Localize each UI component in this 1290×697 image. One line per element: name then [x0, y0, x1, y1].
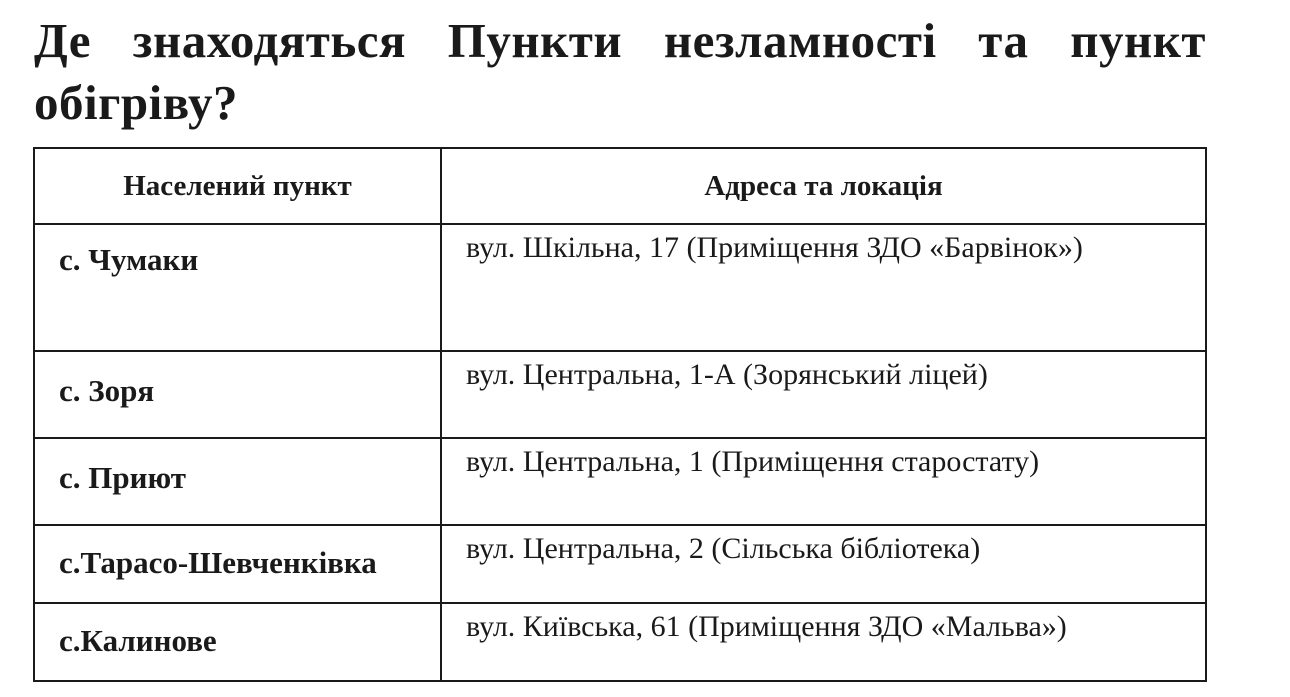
settlement-name: с.Тарасо-Шевченківка [59, 545, 377, 580]
settlement-name: с.Калинове [59, 623, 217, 658]
settlement-cell [34, 525, 441, 603]
settlement-cell [34, 438, 441, 525]
table-header-row [34, 148, 1206, 224]
address-text: вул. Київська, 61 (Приміщення ЗДО «Мальва») [466, 610, 1067, 643]
address-cell [441, 351, 1206, 438]
resilience-points-table [33, 147, 1207, 682]
table-row [34, 603, 1206, 681]
settlement-name: с. Приют [59, 460, 186, 495]
page-title: Де знаходяться Пункти незламності та пункт обігріву? [34, 13, 1206, 130]
table-row [34, 525, 1206, 603]
address-cell [441, 224, 1206, 351]
settlement-cell [34, 224, 441, 351]
settlement-cell [34, 603, 441, 681]
address-text: вул. Шкільна, 17 (Приміщення ЗДО «Барвінок») [466, 231, 1083, 264]
address-cell [441, 525, 1206, 603]
table-row [34, 438, 1206, 525]
settlement-cell [34, 351, 441, 438]
table-row [34, 351, 1206, 438]
address-text: вул. Центральна, 1 (Приміщення старостату) [466, 445, 1040, 478]
address-text: вул. Центральна, 2 (Сільська бібліотека) [466, 532, 981, 565]
address-text: вул. Центральна, 1-А (Зорянський ліцей) [466, 358, 988, 391]
table-row [34, 224, 1206, 351]
address-cell [441, 438, 1206, 525]
address-cell [441, 603, 1206, 681]
settlement-name: с. Зоря [59, 373, 155, 408]
header-settlement: Населений пункт [34, 148, 441, 224]
header-address: Адреса та локація [441, 148, 1206, 224]
settlement-name: с. Чумаки [59, 242, 199, 277]
